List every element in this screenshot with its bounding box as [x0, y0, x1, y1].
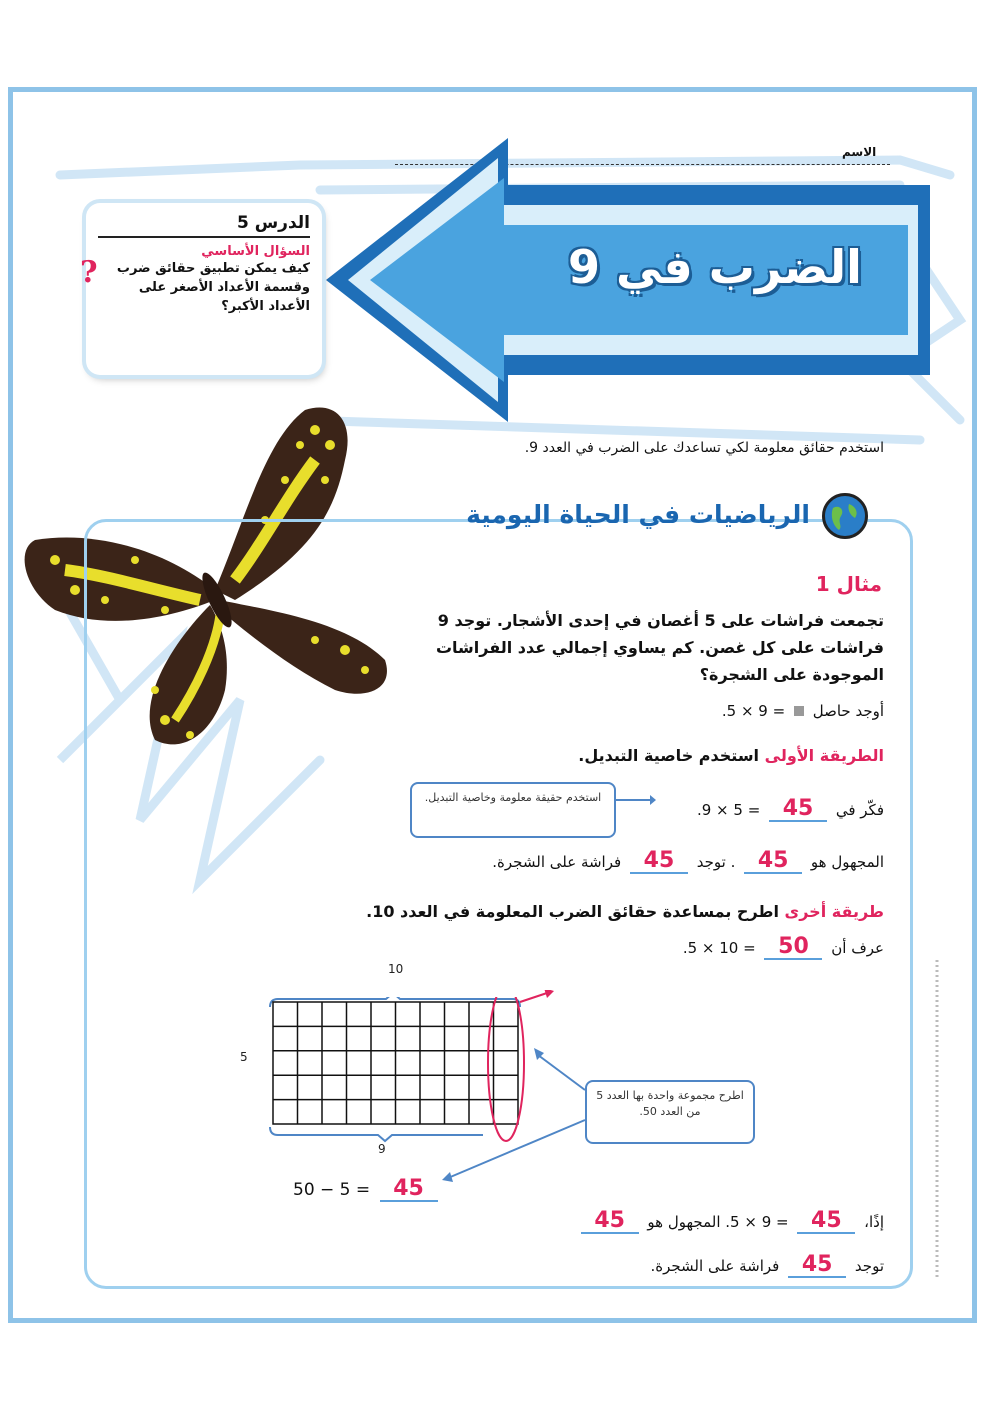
- final-there-are: توجد: [854, 1257, 884, 1275]
- so-suffix: = 9 × 5. المجهول هو: [647, 1213, 789, 1231]
- know-line: [683, 936, 884, 960]
- method1-line: [578, 746, 884, 765]
- unknown-answer[interactable]: 45: [744, 850, 802, 874]
- subtract-answer[interactable]: 45: [380, 1178, 438, 1202]
- know-suffix: = 10 × 5.: [682, 939, 756, 957]
- lesson-title: الضرب في 9: [568, 240, 862, 294]
- essential-question: كيف يمكن تطبيق حقائق ضرب وقسمة الأعداد الأصغر على الأعداد الأكبر؟: [116, 261, 310, 314]
- conclusion-unknown-answer[interactable]: 45: [581, 1210, 639, 1234]
- question-mark-icon: ?: [80, 255, 98, 290]
- find-prefix: أوجد حاصل: [812, 702, 884, 720]
- find-line: [722, 702, 884, 720]
- method2-text: اطرح بمساعدة حقائق الضرب المعلومة في العدد 10.: [366, 902, 779, 921]
- lesson-number: الدرس 5: [98, 213, 310, 238]
- method1-label: الطريقة الأولى: [764, 746, 884, 765]
- unknown-line: [492, 850, 884, 874]
- there-are: . توجد: [696, 853, 736, 871]
- think-line: [697, 798, 884, 822]
- so-answer[interactable]: 45: [797, 1210, 855, 1234]
- conclusion-line: [577, 1210, 884, 1234]
- unknown-prefix: المجهول هو: [810, 853, 884, 871]
- final-suffix: فراشة على الشجرة.: [650, 1257, 780, 1275]
- final-line: [650, 1254, 884, 1278]
- think-prefix: فكّر في: [835, 801, 884, 819]
- find-suffix: = 9 × 5.: [721, 702, 786, 720]
- subtract-line: [293, 1178, 442, 1202]
- method2-line: [366, 902, 884, 921]
- know-answer[interactable]: 50: [764, 936, 822, 960]
- copyright-strip: [930, 960, 944, 1280]
- method2-label: طريقة أخرى: [784, 902, 884, 921]
- section-title: الرياضيات في الحياة اليومية: [466, 500, 810, 529]
- method1-note: استخدم حقيقة معلومة وخاصية التبديل.: [410, 782, 616, 838]
- subtract-expr: 50 − 5 =: [293, 1180, 371, 1200]
- grid-side-label: 5: [240, 1050, 248, 1064]
- lesson-card: [80, 203, 322, 375]
- count-answer[interactable]: 45: [630, 850, 688, 874]
- unknown-square-icon: [794, 706, 804, 716]
- grid-bottom-label: 9: [378, 1142, 386, 1156]
- grid-top-label: 10: [388, 962, 404, 976]
- method1-text: استخدم خاصية التبديل.: [578, 746, 760, 765]
- note-arrow: [616, 792, 656, 808]
- know-prefix: عرف أن: [831, 939, 884, 957]
- globe-icon: [822, 493, 868, 539]
- problem-text: تجمعت فراشات على 5 أغصان في إحدى الأشجار. توجد 9 فراشات على كل غصن. كم يساوي إجمالي عدد الفراشات الموجودة على الشجرة؟: [435, 611, 884, 684]
- final-count-answer[interactable]: 45: [788, 1254, 846, 1278]
- intro-text: استخدم حقائق معلومة لكي تساعدك على الضرب في العدد 9.: [524, 440, 884, 456]
- think-answer[interactable]: 45: [769, 798, 827, 822]
- name-label: الاسم: [842, 145, 877, 159]
- unknown-suffix: فراشة على الشجرة.: [492, 853, 622, 871]
- essential-question-label: السؤال الأساسي: [201, 244, 310, 259]
- method2-note: اطرح مجموعة واحدة بها العدد 5 من العدد 50.: [585, 1080, 755, 1144]
- example-title: مثال 1: [815, 572, 882, 596]
- think-suffix: = 5 × 9.: [696, 801, 761, 819]
- grid-arrows: [420, 990, 600, 1190]
- so-prefix: إذًا،: [864, 1213, 884, 1231]
